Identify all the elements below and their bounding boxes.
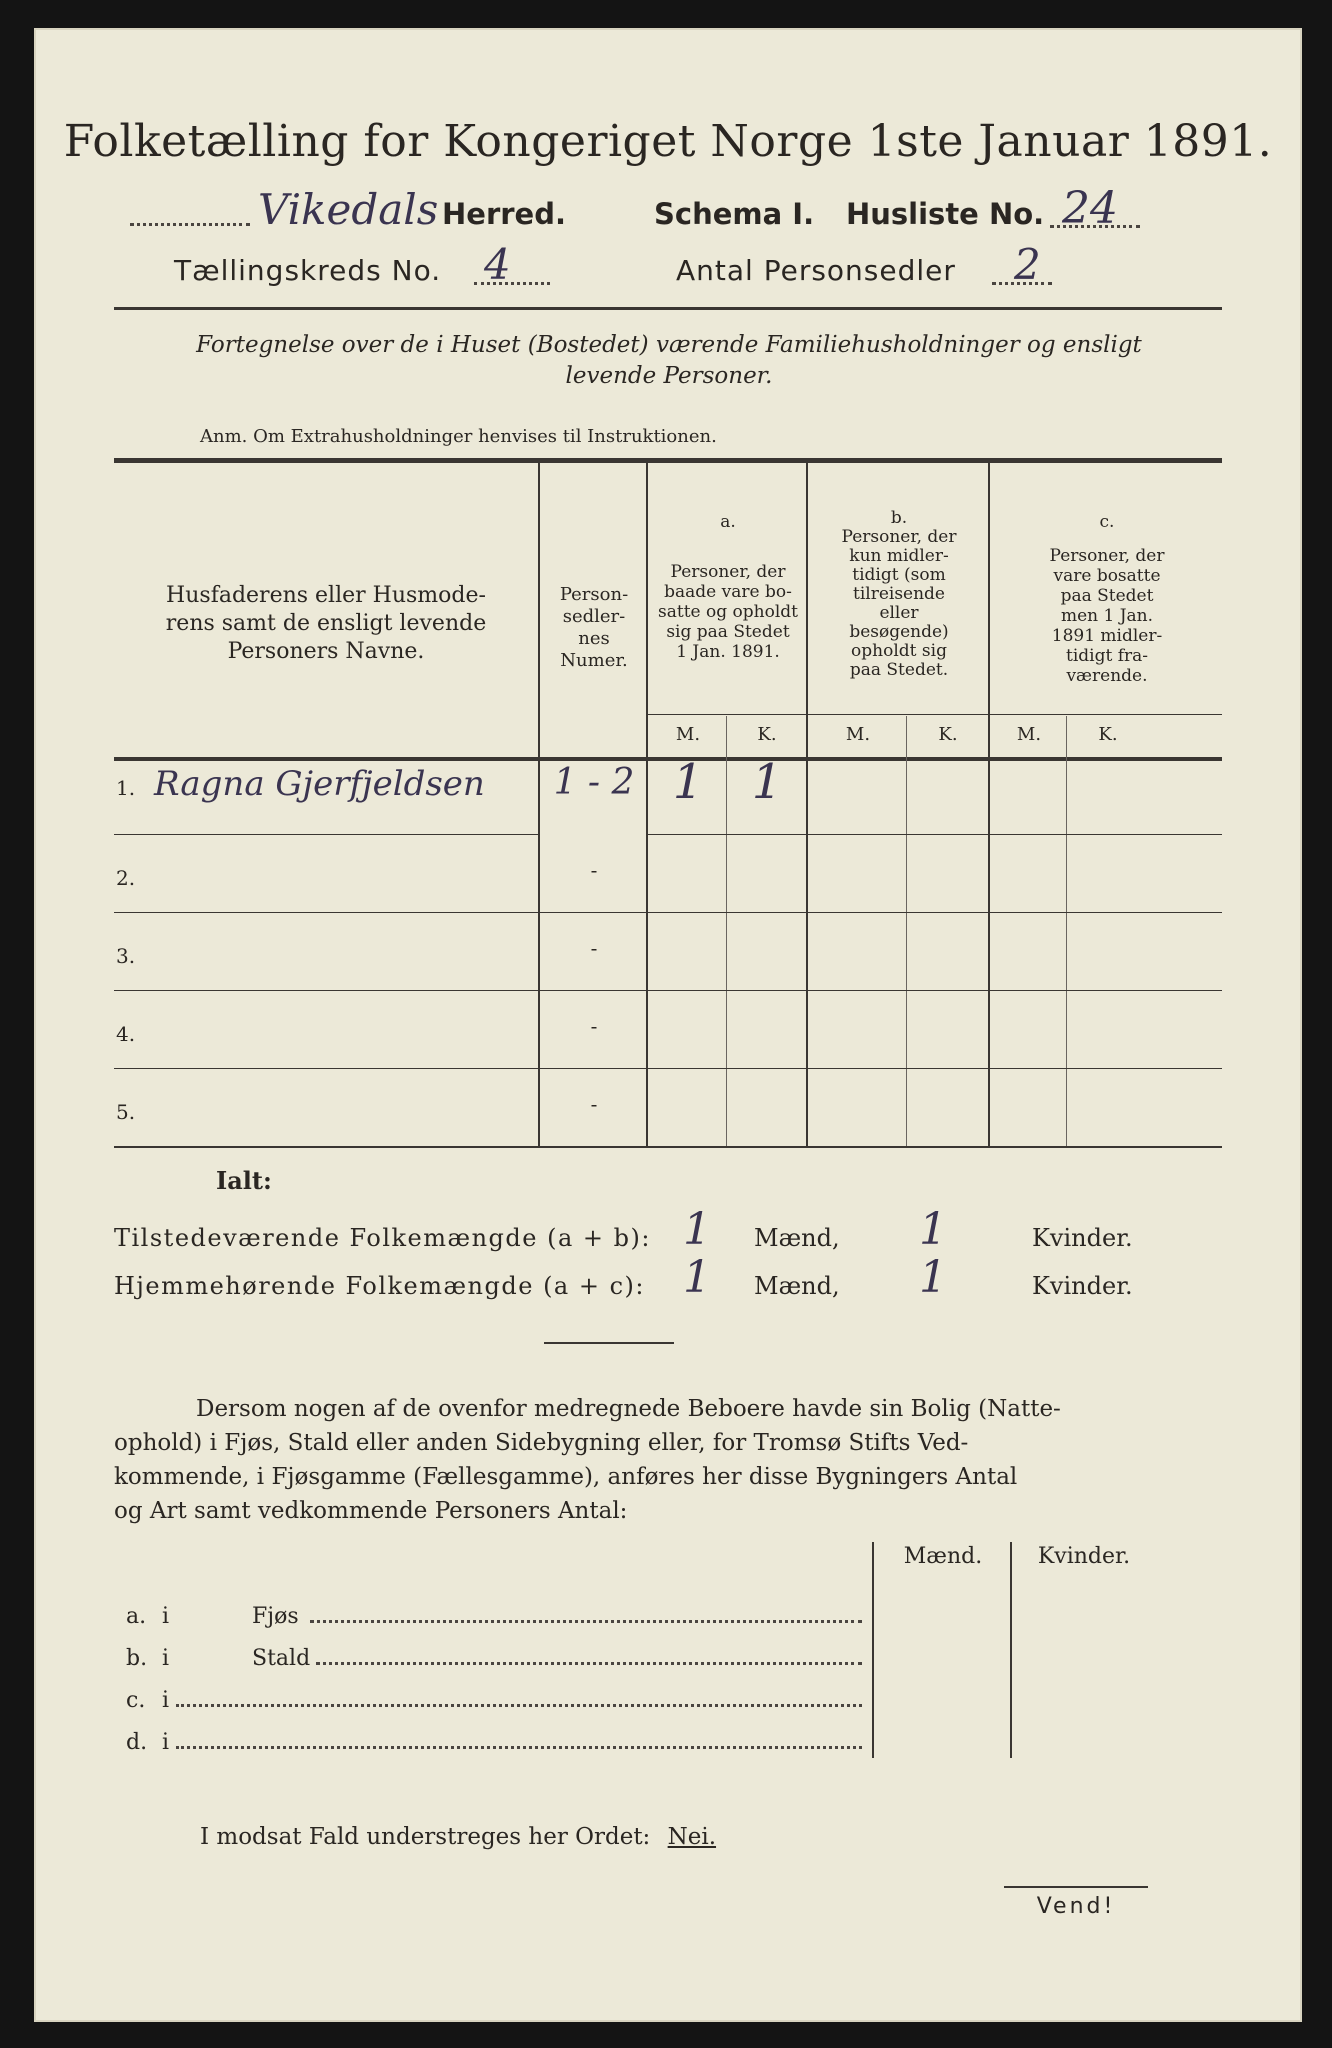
census-form-sheet [34,28,1302,2022]
husliste-label: Husliste No. [846,197,1045,231]
maend-header: Mænd. [903,1544,983,1569]
dots [130,223,250,226]
dots [992,282,1052,285]
table-row: 2. - [114,836,1222,916]
antal-value: 2 [1014,240,1041,289]
col-divider [872,1542,874,1758]
col-b-header: Personer, der kun midler- tidigt (som tilreisende eller besøgende) opholdt sig paa Stedet. [841,527,957,680]
header-rule [114,307,1222,310]
table-row: 1. Ragna Gjerfjeldsen 1 - 2 1 1 [114,768,1222,836]
herred-value: Vikedals [258,185,439,234]
kreds-value: 4 [484,240,511,289]
vend-rule [1004,1886,1148,1888]
dots [1050,225,1140,228]
household-table [114,458,1224,1158]
a-m-label: M. [675,724,701,745]
person-numer: 1 - 2 [553,762,635,803]
col-b-letter: b. [890,508,908,528]
resident-women-value: 1 [919,1252,947,1303]
a-k-value: 1 [751,754,783,810]
totals-line-1: Tilstedeværende Folkemængde (a + b): 1 Mænd, 1 Kvinder. [114,1204,1133,1255]
list-item: a. i Fjøs [126,1600,866,1636]
dots [474,282,550,285]
b-m-label: M. [845,724,871,745]
person-name: Ragna Gjerfjeldsen [154,764,485,804]
present-men-value: 1 [683,1204,711,1255]
list-item: d. i [126,1726,866,1762]
c-m-label: M. [1016,724,1042,745]
resident-men-value: 1 [683,1252,711,1303]
col-a-letter: a. [720,512,736,532]
kreds-line [174,240,1174,294]
antal-label: Antal Personsedler [676,254,956,287]
present-women-value: 1 [919,1204,947,1255]
table-top-rule [114,458,1222,463]
list-item: c. i [126,1684,866,1720]
col-a-header: Personer, der baade vare bo- satte og opholdt sig paa Stedet 1 Jan. 1891. [658,562,798,662]
herred-line [130,183,1250,237]
vend-label: Vend! [1036,1894,1116,1919]
list-item: b. i Stald [126,1642,866,1678]
a-k-label: K. [757,724,777,745]
table-row: 3. - [114,914,1222,994]
col-name-header: Husfaderens eller Husmode- rens samt de ensligt levende Personers Navne. [165,583,487,664]
outbuilding-list [126,1600,866,1770]
a-m-value: 1 [672,754,704,810]
col-c-header: Personer, der vare bosatte paa Stedet men 1 Jan. 1891 midler- tidigt fra- værende. [1049,546,1165,686]
ialt-label: Ialt: [216,1166,272,1195]
modsat-line: I modsat Fald understreges her Ordet: Nei. [200,1824,717,1850]
totals-line-2: Hjemmehørende Folkemængde (a + c): 1 Mænd, 1 Kvinder. [114,1252,1133,1303]
divider [544,1342,674,1344]
c-k-label: K. [1098,724,1118,745]
husliste-value: 24 [1062,183,1118,234]
kvinder-header: Kvinder. [1037,1544,1131,1569]
schema-label: Schema I. [654,197,815,231]
kreds-label: Tællingskreds No. [174,254,442,287]
intro-line-1: Fortegnelse over de i Huset (Bostedet) værende Familiehusholdninger og ensligt [196,332,1142,358]
table-row: 4. - [114,992,1222,1072]
col-numer-header: Person- sedler- nes Numer. [559,584,629,671]
b-k-label: K. [938,724,958,745]
col-divider [1010,1542,1012,1758]
table-row: 5. - [114,1070,1222,1150]
anm-note: Anm. Om Extrahusholdninger henvises til Instruktionen. [200,426,717,447]
intro-line-2: levende Personer. [565,363,773,389]
form-title: Folketælling for Kongeriget Norge 1ste Januar 1891. [63,116,1273,167]
col-c-letter: c. [1099,512,1115,532]
herred-label: Herred. [442,197,566,231]
mk-rule [646,714,1222,715]
nei-word: Nei. [667,1824,717,1850]
outbuilding-paragraph: Dersom nogen af de ovenfor medregnede Beboere havde sin Bolig (Natte- ophold) i Fjøs, Stald eller anden Sidebygning eller, for Tromsø Stifts Ved- kommende, i Fjøsgamme (Fællesgamme), anføres her disse Bygningers Antal og Art samt vedkommende Personers Antal: [114,1396,1061,1524]
